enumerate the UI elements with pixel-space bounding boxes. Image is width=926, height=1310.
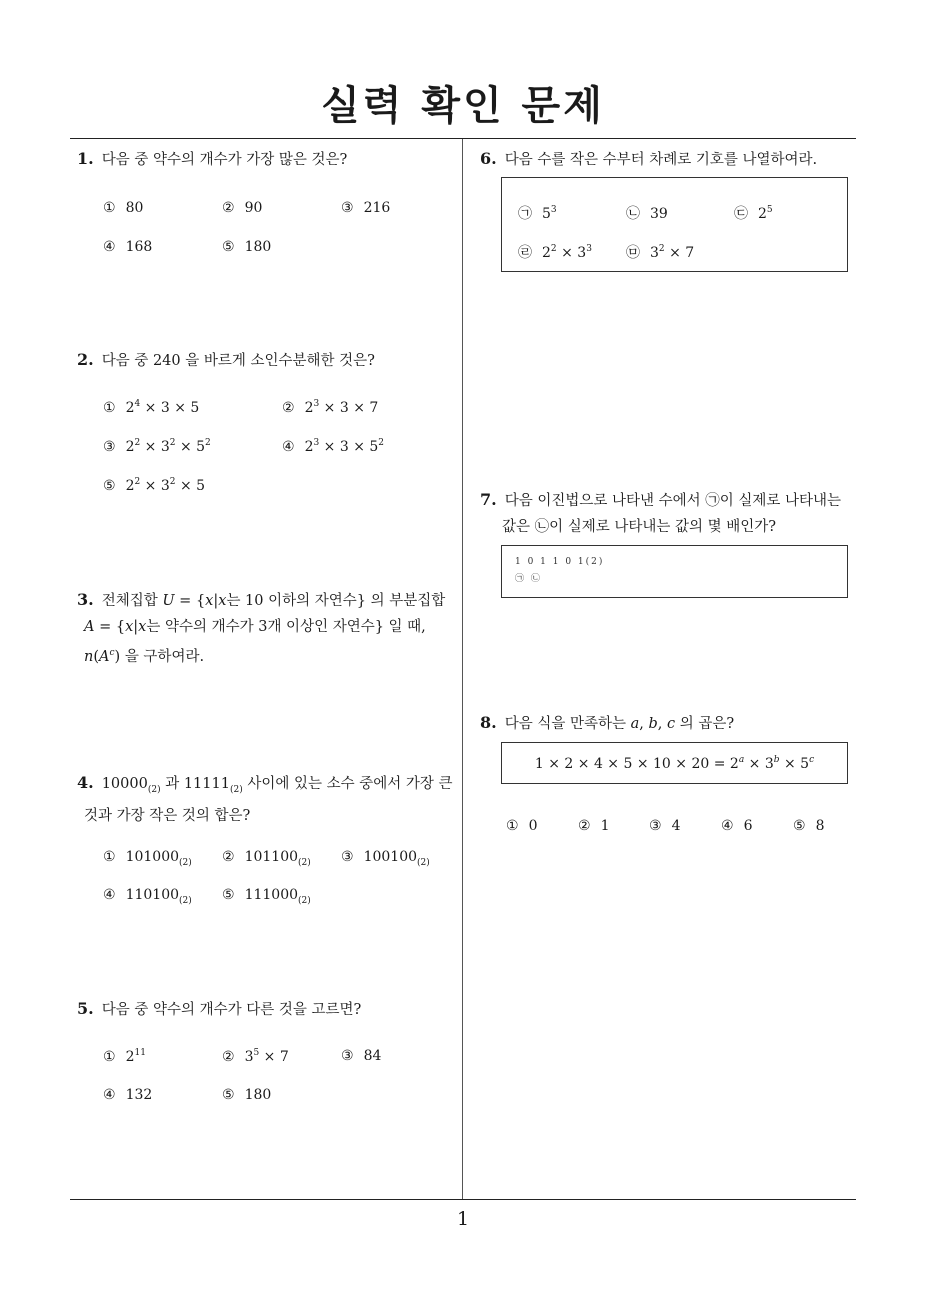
choice-4[interactable] (721, 818, 752, 834)
question-3 (77, 587, 457, 670)
question-number: 7. (480, 490, 497, 509)
math-var: x (218, 593, 227, 609)
choice-mark: ③ (341, 1048, 354, 1064)
exponent: 2 (658, 244, 665, 254)
text: | (213, 593, 219, 609)
choice-5[interactable] (222, 1087, 271, 1103)
exponent: 3 (586, 244, 592, 254)
choice-mark: ② (222, 849, 235, 865)
exponent: a (738, 755, 745, 765)
factor-rest: × 3 × 5 (140, 400, 200, 416)
bottom-rule (70, 1199, 856, 1200)
question-1 (77, 146, 347, 173)
choice-mark: ① (103, 1049, 116, 1065)
choice-mark: ③ (103, 439, 116, 455)
choice-text: 90 (244, 200, 263, 216)
choice-text: 80 (125, 200, 144, 216)
base-subscript: (2) (298, 858, 311, 868)
choice-3[interactable] (341, 1048, 381, 1064)
choice-3[interactable] (341, 200, 390, 216)
question-number: 6. (480, 149, 497, 168)
factor-rest: × 3 × 7 (319, 400, 379, 416)
exponent: c (809, 755, 815, 765)
item-mark: ㉠ (518, 206, 532, 222)
text: | (133, 619, 139, 635)
choice-2[interactable] (222, 849, 311, 868)
text: 다음 이진법으로 나타낸 수에서 ㉠이 실제로 나타내는 (504, 493, 842, 509)
item-text: 39 (650, 206, 668, 222)
item-mark: ㉣ (518, 245, 532, 261)
base-subscript: (2) (229, 785, 243, 795)
math-var: x (205, 593, 214, 609)
exponent: 5 (766, 205, 773, 215)
question-stem: 다음 수를 작은 수부터 차례로 기호를 나열하여라. (504, 152, 818, 168)
choice-1[interactable] (506, 818, 537, 834)
choice-3[interactable] (649, 818, 680, 834)
question-7 (480, 487, 865, 540)
choice-mark: ① (103, 200, 116, 216)
question-number: 1. (77, 149, 94, 168)
base-subscript: (2) (417, 858, 430, 868)
factor: × 3 (556, 245, 587, 261)
question-8 (480, 710, 734, 737)
choice-mark: ④ (103, 239, 116, 255)
choice-1[interactable] (103, 399, 199, 416)
math-var: A (99, 649, 110, 665)
base: 2 (304, 439, 314, 455)
choice-mark: ① (103, 849, 116, 865)
page-title: 실력 확인 문제 (321, 83, 605, 129)
math-var: a (630, 716, 640, 732)
item-rieul (518, 242, 592, 262)
text: 는 10 이하의 자연수} 의 부분집합 (226, 593, 446, 609)
text: ) 을 구하여라. (114, 649, 205, 665)
question-number: 2. (77, 350, 94, 369)
exponent: 3 (313, 399, 320, 409)
choice-mark: ④ (721, 818, 734, 834)
base-subscript: (2) (298, 896, 311, 906)
question-number: 5. (77, 999, 94, 1018)
choice-5[interactable] (793, 818, 824, 834)
factor: × 3 (140, 439, 170, 455)
choice-2[interactable] (222, 200, 262, 216)
choice-text: 180 (244, 239, 272, 255)
choice-mark: ③ (341, 200, 354, 216)
exponent: 2 (378, 438, 385, 448)
choice-text: 4 (671, 818, 681, 834)
text: 사이에 있는 소수 중에서 가장 큰 (242, 776, 453, 792)
exponent: 2 (134, 477, 141, 487)
question-line (77, 614, 457, 640)
base: 2 (125, 1049, 135, 1065)
text: ( (93, 649, 100, 665)
choice-2[interactable] (222, 1048, 289, 1065)
choice-text: 110100 (125, 887, 180, 903)
choice-text: 111000 (244, 887, 299, 903)
base-subscript: (2) (179, 858, 192, 868)
exponent: 3 (550, 205, 557, 215)
choice-4[interactable] (103, 239, 152, 255)
factor: × 5 (779, 756, 810, 772)
exponent: 11 (134, 1048, 146, 1058)
text: 과 (160, 776, 184, 792)
choice-5[interactable] (222, 239, 271, 255)
base: 2 (125, 400, 135, 416)
factor: × 3 (744, 756, 774, 772)
base: 2 (304, 400, 314, 416)
math-var: n (84, 649, 94, 665)
choice-mark: ⑤ (222, 239, 235, 255)
factor: × 3 (140, 478, 170, 494)
choice-4[interactable] (282, 438, 384, 455)
complement-mark: c (109, 648, 115, 658)
math-var: c (666, 716, 676, 732)
digit-markers: ㉠ ㉡ (515, 574, 542, 584)
binary-digits: 1 0 1 1 0 1(2) (515, 557, 605, 567)
base-subscript: (2) (147, 785, 161, 795)
factor-rest: × 7 (259, 1049, 289, 1065)
choice-2[interactable] (578, 818, 609, 834)
item-mark: ㉡ (626, 206, 640, 222)
choice-text: 132 (125, 1087, 153, 1103)
choice-text: 6 (743, 818, 753, 834)
item-mark: ㉢ (734, 206, 748, 222)
choice-mark: ⑤ (103, 478, 116, 494)
choice-mark: ③ (341, 849, 354, 865)
question-number: 8. (480, 713, 497, 732)
exponent: 2 (169, 477, 176, 487)
text: , (657, 716, 667, 732)
q7-box (501, 545, 848, 598)
item-digeut (734, 203, 773, 223)
question-2 (77, 347, 375, 374)
base: 2 (542, 245, 551, 261)
choice-mark: ② (282, 400, 295, 416)
item-mark: ㉤ (626, 245, 640, 261)
text: , (639, 716, 649, 732)
exponent: 2 (550, 244, 557, 254)
choice-mark: ② (222, 1049, 235, 1065)
question-stem: 다음 중 약수의 개수가 다른 것을 고르면? (101, 1002, 362, 1018)
choice-text: 180 (244, 1087, 272, 1103)
question-line (77, 587, 457, 614)
choice-text: 101000 (125, 849, 180, 865)
choice-4[interactable] (103, 887, 192, 906)
question-5 (77, 996, 361, 1023)
choice-1[interactable] (103, 849, 192, 868)
text: = { (94, 619, 126, 635)
exponent: b (773, 755, 780, 765)
choice-text: 100100 (363, 849, 418, 865)
text: 는 약수의 개수가 3개 이상인 자연수} 일 때, (146, 619, 426, 635)
question-stem: 다음 중 240 을 바르게 소인수분해한 것은? (101, 353, 375, 369)
choice-5[interactable] (222, 887, 311, 906)
column-divider (462, 139, 463, 1199)
text: 다음 식을 만족하는 (504, 716, 631, 732)
item-nieun (626, 203, 668, 223)
question-stem: 다음 중 약수의 개수가 가장 많은 것은? (101, 152, 348, 168)
choice-mark: ⑤ (222, 887, 235, 903)
binary-number: 11111 (183, 776, 230, 792)
choice-text: 1 (600, 818, 610, 834)
math-var: x (125, 619, 134, 635)
choice-5[interactable] (103, 477, 205, 494)
factor-rest: × 7 (664, 245, 695, 261)
choice-text: 8 (815, 818, 825, 834)
text: 의 곱은? (675, 716, 735, 732)
base: 3 (650, 245, 659, 261)
question-6 (480, 146, 817, 173)
math-var: b (648, 716, 658, 732)
choice-text: 168 (125, 239, 153, 255)
choice-text: 101100 (244, 849, 299, 865)
math-var: x (138, 619, 147, 635)
choice-4[interactable] (103, 1087, 152, 1103)
question-number: 4. (77, 773, 94, 792)
choice-1[interactable] (103, 200, 143, 216)
question-number: 3. (77, 590, 94, 609)
text: = { (174, 593, 206, 609)
base: 3 (244, 1049, 254, 1065)
choice-3[interactable] (103, 438, 211, 455)
choice-mark: ④ (282, 439, 295, 455)
item-giyeok (518, 203, 557, 223)
choice-text: 84 (363, 1048, 382, 1064)
choice-text: 0 (528, 818, 538, 834)
choice-mark: ④ (103, 1087, 116, 1103)
choice-mark: ① (103, 400, 116, 416)
choice-mark: ② (222, 200, 235, 216)
question-line: 것과 가장 작은 것의 합은? (84, 808, 251, 824)
math-var: A (84, 619, 95, 635)
choice-3[interactable] (341, 849, 430, 868)
choice-mark: ⑤ (793, 818, 806, 834)
base: 5 (542, 206, 551, 222)
equation-left: 1 × 2 × 4 × 5 × 10 × 20 = 2 (534, 756, 739, 772)
exponent: 2 (134, 438, 141, 448)
question-line (480, 487, 865, 514)
exponent: 2 (169, 438, 176, 448)
exponent: 3 (313, 438, 320, 448)
choice-mark: ③ (649, 818, 662, 834)
equation (501, 755, 848, 772)
page-number: 1 (456, 1208, 470, 1230)
question-4 (77, 770, 457, 829)
choice-mark: ⑤ (222, 1087, 235, 1103)
choice-1[interactable] (103, 1048, 146, 1065)
base: 2 (125, 439, 135, 455)
choice-2[interactable] (282, 399, 378, 416)
exponent: 2 (205, 438, 211, 448)
binary-number: 10000 (101, 776, 148, 792)
top-rule (70, 138, 856, 139)
question-line (77, 640, 457, 670)
choice-mark: ① (506, 818, 519, 834)
math-var: U (162, 593, 175, 609)
factor: × 5 (175, 439, 206, 455)
base-subscript: (2) (179, 896, 192, 906)
question-line (77, 770, 457, 803)
choice-mark: ④ (103, 887, 116, 903)
base: 2 (125, 478, 135, 494)
choice-mark: ② (578, 818, 591, 834)
factor: × 3 × 5 (319, 439, 379, 455)
exponent: 4 (134, 399, 141, 409)
choice-text: 216 (363, 200, 391, 216)
factor-rest: × 5 (175, 478, 206, 494)
question-line: 값은 ㉡이 실제로 나타내는 값의 몇 배인가? (502, 519, 777, 535)
base: 2 (758, 206, 767, 222)
item-mieum (626, 242, 694, 262)
text: 전체집합 (101, 593, 163, 609)
exponent: 5 (253, 1048, 260, 1058)
